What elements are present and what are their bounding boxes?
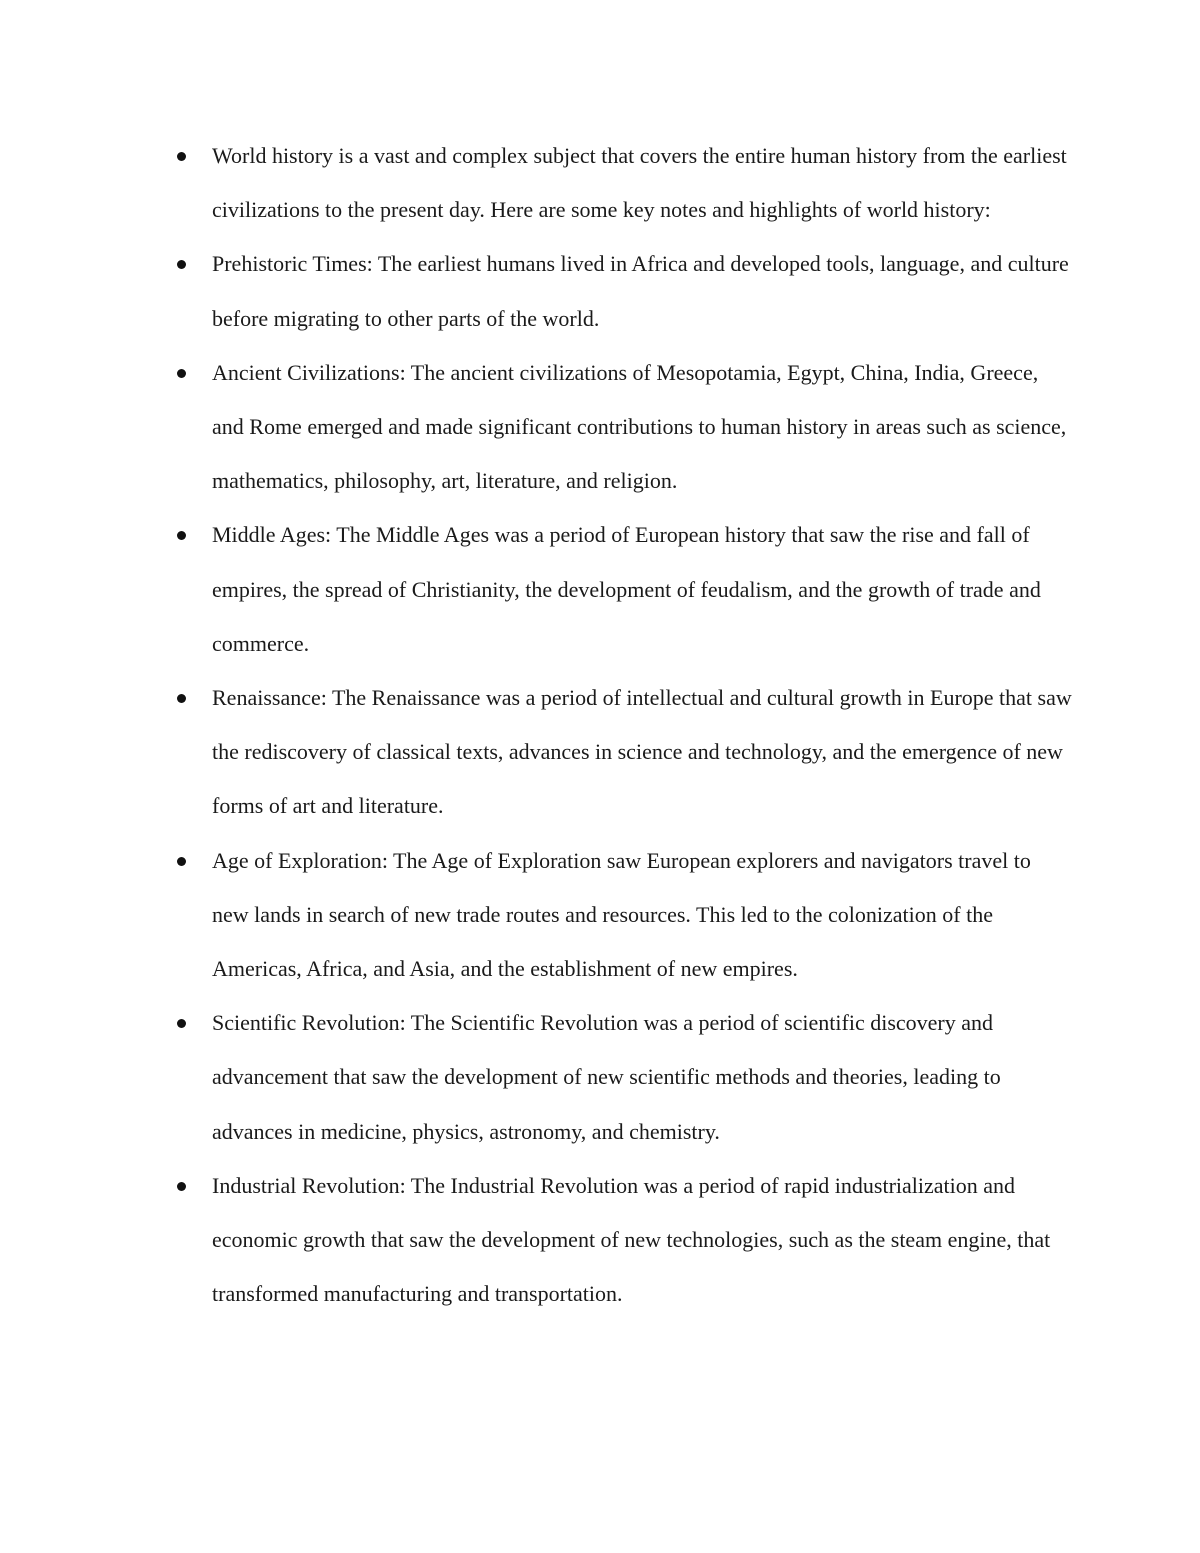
list-item <box>212 996 1072 1159</box>
list-item <box>212 346 1072 509</box>
list-item-text: Scientific Revolution: The Scientific Revolution was a period of scientific discovery and advancement that saw the development of new scientific methods and theories, leading to advances in medicine, physics, astronomy, and chemistry. <box>212 1010 1001 1144</box>
list-item-text: Renaissance: The Renaissance was a period of intellectual and cultural growth in Europe that saw the rediscovery of classical texts, advances in science and technology, and the emergence of new forms of art and literature. <box>212 685 1072 819</box>
list-item <box>212 508 1072 671</box>
list-item-text: Prehistoric Times: The earliest humans lived in Africa and developed tools, language, and culture before migrating to other parts of the world. <box>212 251 1069 331</box>
bullet-icon <box>177 531 186 540</box>
list-item <box>212 1159 1072 1322</box>
bullet-icon <box>177 152 186 161</box>
bullet-icon <box>177 694 186 703</box>
list-item-text: World history is a vast and complex subject that covers the entire human history from the earliest civilizations to the present day. Here are some key notes and highlights of world history: <box>212 143 1067 223</box>
list-item-text: Age of Exploration: The Age of Exploration saw European explorers and navigators travel to new lands in search of new trade routes and resources. This led to the colonization of the Americas, Africa, and Asia, and the establishment of new empires. <box>212 847 1031 982</box>
list-item-text: Middle Ages: The Middle Ages was a period of European history that saw the rise and fall of empires, the spread of Christianity, the development of feudalism, and the growth of trade and commerce. <box>212 522 1041 656</box>
list-item-text: Industrial Revolution: The Industrial Revolution was a period of rapid industrialization and economic growth that saw the development of new technologies, such as the steam engine, that transformed manufacturing and transportation. <box>212 1172 1051 1307</box>
bullet-icon <box>177 260 186 269</box>
bullet-list <box>212 129 1072 1321</box>
list-item <box>212 237 1072 345</box>
list-item <box>212 834 1072 997</box>
list-item-text: Ancient Civilizations: The ancient civilizations of Mesopotamia, Egypt, China, India, Greece, and Rome emerged and made significant contributions to human history in areas such as science, mathematics, philosophy, art, literature, and religion. <box>212 359 1067 494</box>
bullet-icon <box>177 369 186 378</box>
list-item <box>212 671 1072 834</box>
list-item <box>212 129 1072 237</box>
bullet-icon <box>177 1182 186 1191</box>
bullet-icon <box>177 857 186 866</box>
bullet-icon <box>177 1019 186 1028</box>
